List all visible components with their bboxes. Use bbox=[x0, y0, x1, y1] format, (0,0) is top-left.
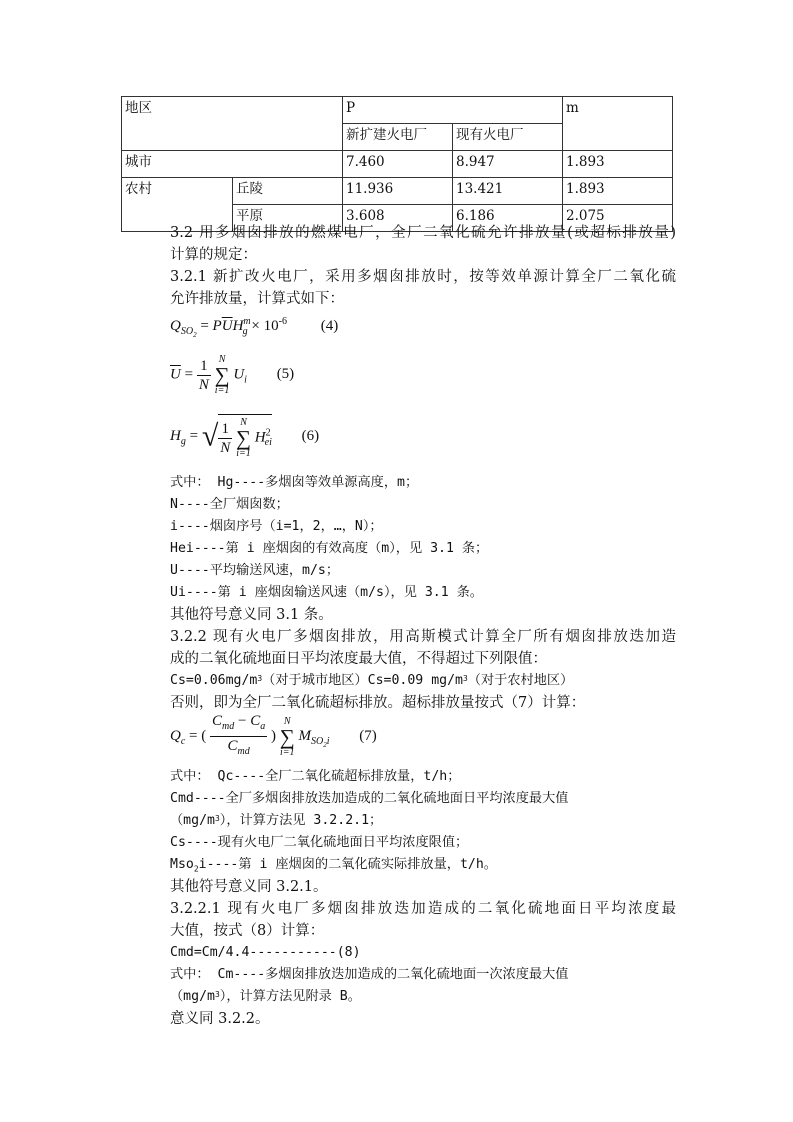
eq7-label: (7) bbox=[359, 727, 377, 744]
def-line: Cmd----全厂多烟囱排放迭加造成的二氧化硫地面日平均浓度最大值 bbox=[170, 791, 569, 806]
cell-m: 1.893 bbox=[563, 178, 673, 205]
header-new-plant: 新扩建火电厂 bbox=[343, 124, 453, 151]
def-line: 其他符号意义同 3.2.1。 bbox=[170, 879, 328, 895]
def-line: Hei----第 i 座烟囱的有效高度（m），见 3.1 条； bbox=[170, 541, 489, 556]
header-existing-plant: 现有火电厂 bbox=[453, 124, 563, 151]
section-3-2-2-line1: 3.2.2 现有火电厂多烟囱排放，用高斯模式计算全厂所有烟囱排放迭加造 bbox=[170, 629, 676, 645]
section-3-2-line2: 计算的规定： bbox=[170, 247, 257, 263]
def-line: 式中： Cm----多烟囱排放迭加造成的二氧化硫地面一次浓度最大值 bbox=[170, 967, 569, 982]
eq6-label: (6) bbox=[301, 427, 320, 444]
cell-region: 城市 bbox=[122, 151, 343, 178]
cell-m: 1.893 bbox=[563, 151, 673, 178]
cell-p-existing: 13.421 bbox=[453, 178, 563, 205]
def-line: i----烟囱序号（i=1，2，…，N）； bbox=[170, 519, 383, 534]
def-line: Mso$_2$i----第 i 座烟囱的二氧化硫实际排放量，t/h。 bbox=[170, 857, 497, 874]
cell-region: 农村 bbox=[122, 178, 233, 232]
section-3-2-1-line1: 3.2.1 新扩改火电厂，采用多烟囱排放时，按等效单源计算全厂二氧化硫 bbox=[170, 269, 676, 285]
def-line: $(mg/m^3)$，计算方法见 3.2.2.1； bbox=[170, 813, 383, 828]
equation-6: $H_g$ = √ $\frac{1}{N}$ N ∑ i=1 $H^2_{ei}$ (6) bbox=[170, 414, 319, 459]
equation-5: $\overline{U}$ = $\frac{1}{N}$ N ∑ i=1 $U_i$ (5) bbox=[170, 354, 295, 396]
header-region: 地区 bbox=[122, 97, 343, 151]
def-line: Cs----现有火电厂二氧化硫地面日平均浓度限值； bbox=[170, 835, 469, 850]
table-header-row bbox=[122, 97, 673, 124]
def-line: $(mg/m^3)$，计算方法见附录 B。 bbox=[170, 989, 361, 1004]
equation-4: $Q_{SO_2} = P\overline{U}H^m_g \times 10^{-6}$ (4) bbox=[170, 316, 339, 339]
coefficient-table bbox=[121, 96, 673, 232]
def-line: 意义同 3.2.2。 bbox=[170, 1011, 270, 1027]
sum-upper: N bbox=[283, 715, 291, 727]
sum-lower: i=1 bbox=[279, 746, 295, 758]
section-3-2-2-1-line1: 3.2.2.1 现有火电厂多烟囱排放迭加造成的二氧化硫地面日平均浓度最 bbox=[170, 901, 676, 917]
cell-p-new: 3.608 bbox=[343, 205, 453, 232]
def-line: 其他符号意义同 3.1 条。 bbox=[170, 607, 333, 623]
table-row bbox=[122, 178, 673, 205]
cell-subregion: 丘陵 bbox=[233, 178, 343, 205]
sum-lower: i=1 bbox=[214, 385, 230, 396]
header-p: P bbox=[343, 97, 563, 124]
cell-p-existing: 6.186 bbox=[453, 205, 563, 232]
sum-upper: N bbox=[218, 354, 226, 365]
section-3-2-2-1-line2: 大值，按式（8）计算： bbox=[170, 923, 325, 939]
header-m: m bbox=[563, 97, 673, 151]
section-3-2-2-line2: 成的二氧化硫地面日平均浓度最大值，不得超过下列限值： bbox=[170, 651, 547, 667]
cell-p-new: 7.460 bbox=[343, 151, 453, 178]
section-3-2-2-limits: $Cs=0.06mg/m^3$（对于城市地区）Cs=0.09 $mg/m^3$（对于农村地区） bbox=[170, 673, 574, 688]
cell-subregion: 平原 bbox=[233, 205, 343, 232]
section-3-2-2-line4: 否则，即为全厂二氧化硫超标排放。超标排放量按式（7）计算： bbox=[170, 695, 586, 711]
equation-7: $Q_c$ = ( $\frac{C_{md} - C_a}{C_{md}}$ ) N ∑ i=1 $M_{SO_2i}$ (7) bbox=[170, 713, 377, 758]
table-row bbox=[122, 151, 673, 178]
sum-lower: i=1 bbox=[236, 448, 251, 459]
def-line: 式中： Hg----多烟囱等效单源高度，m； bbox=[170, 475, 419, 490]
eq4-exponent: -6 bbox=[278, 316, 287, 327]
def-line: 式中： Qc----全厂二氧化硫超标排放量，t/h； bbox=[170, 769, 461, 784]
section-3-2-line1: 3.2 用多烟囱排放的燃煤电厂，全厂二氧化硫允许排放量(或超标排放量) bbox=[170, 225, 676, 241]
section-3-2-1-line2: 允许排放量，计算式如下： bbox=[170, 291, 344, 307]
sum-upper: N bbox=[240, 417, 247, 428]
eq4-label: (4) bbox=[320, 318, 339, 334]
cell-p-existing: 8.947 bbox=[453, 151, 563, 178]
def-line: U----平均输送风速，m/s； bbox=[170, 563, 340, 578]
cell-p-new: 11.936 bbox=[343, 178, 453, 205]
cell-m: 2.075 bbox=[563, 205, 673, 232]
eq5-label: (5) bbox=[276, 366, 295, 383]
equation-8: Cmd=Cm/4.4-----------(8) bbox=[170, 945, 361, 960]
def-line: N----全厂烟囱数； bbox=[170, 497, 289, 512]
def-line: Ui----第 i 座烟囱输送风速（m/s），见 3.1 条。 bbox=[170, 585, 483, 600]
